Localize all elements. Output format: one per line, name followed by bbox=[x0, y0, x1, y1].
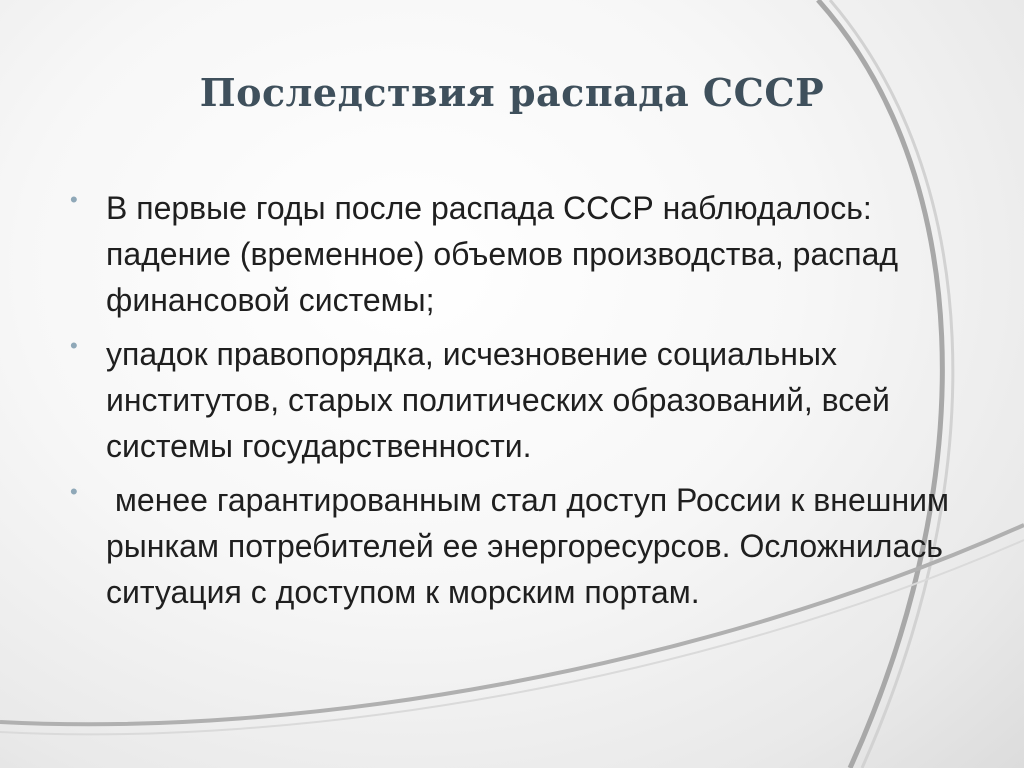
bullet-dot-icon: • bbox=[70, 333, 78, 358]
bullet-text: В первые годы после распада СССР наблюдалось: падение (временное) объемов производства, распад финансовой системы; bbox=[106, 190, 899, 318]
bullet-text: менее гарантированным стал доступ России к внешним рынкам потребителей ее энергоресурсов. Осложнилась ситуация с доступом к морским портам. bbox=[106, 482, 958, 610]
bullet-dot-icon: • bbox=[70, 187, 78, 212]
bullet-list bbox=[70, 185, 958, 623]
bullet-dot-icon: • bbox=[70, 479, 78, 504]
bullet-item bbox=[70, 185, 950, 323]
bullet-item bbox=[70, 331, 950, 469]
bullet-text: упадок правопорядка, исчезновение социальных институтов, старых политических образований, всей системы государственности. bbox=[106, 336, 890, 464]
bullet-item bbox=[70, 477, 958, 615]
slide-title: Последствия распада СССР bbox=[199, 70, 825, 115]
